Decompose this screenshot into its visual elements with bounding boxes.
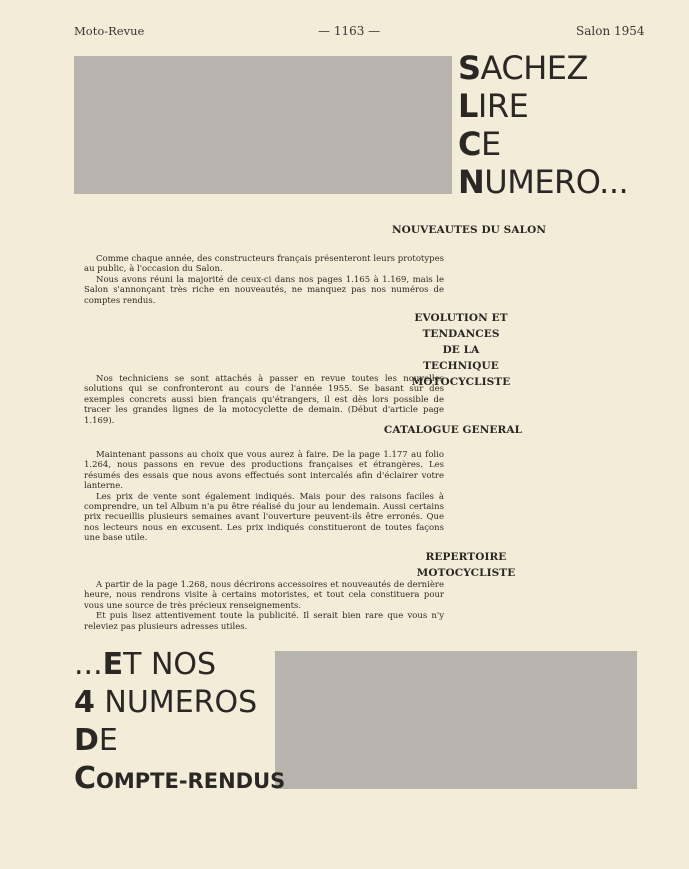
header-page-number: — 1163 — [318, 24, 381, 38]
top-title-line: SACHEZ [458, 49, 588, 87]
section-heading-evolution: EVOLUTION ET TENDANCES DE LA TECHNIQUE MOTOCYCLISTE [411, 312, 511, 388]
header-magazine-name: Moto-Revue [74, 24, 145, 38]
bottom-title-line: 4 NUMEROS [74, 685, 258, 720]
top-title-line: NUMERO... [458, 163, 629, 201]
section-text-nouveautes: Comme chaque année, des constructeurs français présenteront leurs prototypes au public, à l'occasion du Salon. Nous avons réuni la majorité de ceux-ci dans nos pages 1.165 à 1.169, mais le Salon s'annonçant très riche en nouveautés, ne manquez pas nos numéros de comptes rendus. [84, 254, 444, 306]
section-text-repertoire: A partir de la page 1.268, nous décrirons accessoires et nouveautés de dernière heure, nous rendrons visite à certains motoristes, et tout cela constituera pour vous une source de très précieux renseignements. Et puis lisez attentivement toute la publicité. Il serait bien rare que vous n'y releviez pas plusieurs adresses utiles. [84, 580, 444, 632]
bottom-title-line: COMPTE-RENDUS [74, 761, 286, 796]
bottom-gray-block [275, 651, 637, 789]
bottom-title-line: DE [74, 723, 118, 758]
top-gray-block [74, 56, 452, 194]
top-title [458, 49, 629, 204]
top-title-line: CE [458, 125, 501, 163]
section-text-evolution: Nos techniciens se sont attachés à passer en revue toutes les nouvelles solutions qui se confronteront au cours de l'année 1955. Se basant sur des exemples concrets aussi bien français qu'étrangers, il est dès lors possible de tracer les grandes lignes de la motocyclette de demain. (Début d'article page 1.169). [84, 374, 444, 426]
section-heading-nouveautes: NOUVEAUTES DU SALON [391, 224, 547, 236]
section-heading-catalogue: CATALOGUE GENERAL [383, 424, 523, 436]
header-issue: Salon 1954 [576, 24, 645, 38]
top-title-line: LIRE [458, 87, 529, 125]
section-text-catalogue: Maintenant passons au choix que vous aurez à faire. De la page 1.177 au folio 1.264, nous passons en revue des productions françaises et étrangères. Les résumés des essais que nous avons effectués sont intercalés afin d'éclairer votre lanterne. Les prix de vente sont également indiqués. Mais pour des raisons faciles à comprendre, un tel Album n'a pu être réalisé du jour au lendemain. Aussi certains prix recueillis plusieurs semaines avant l'ouverture peuvent-ils être erronés. Que nos lecteurs nous en excusent. Les prix indiqués constitueront de toutes façons une base utile. [84, 450, 444, 544]
bottom-title [74, 647, 286, 802]
section-heading-repertoire: REPERTOIRE MOTOCYCLISTE [416, 551, 516, 579]
bottom-title-line: ...ET NOS [74, 647, 217, 682]
